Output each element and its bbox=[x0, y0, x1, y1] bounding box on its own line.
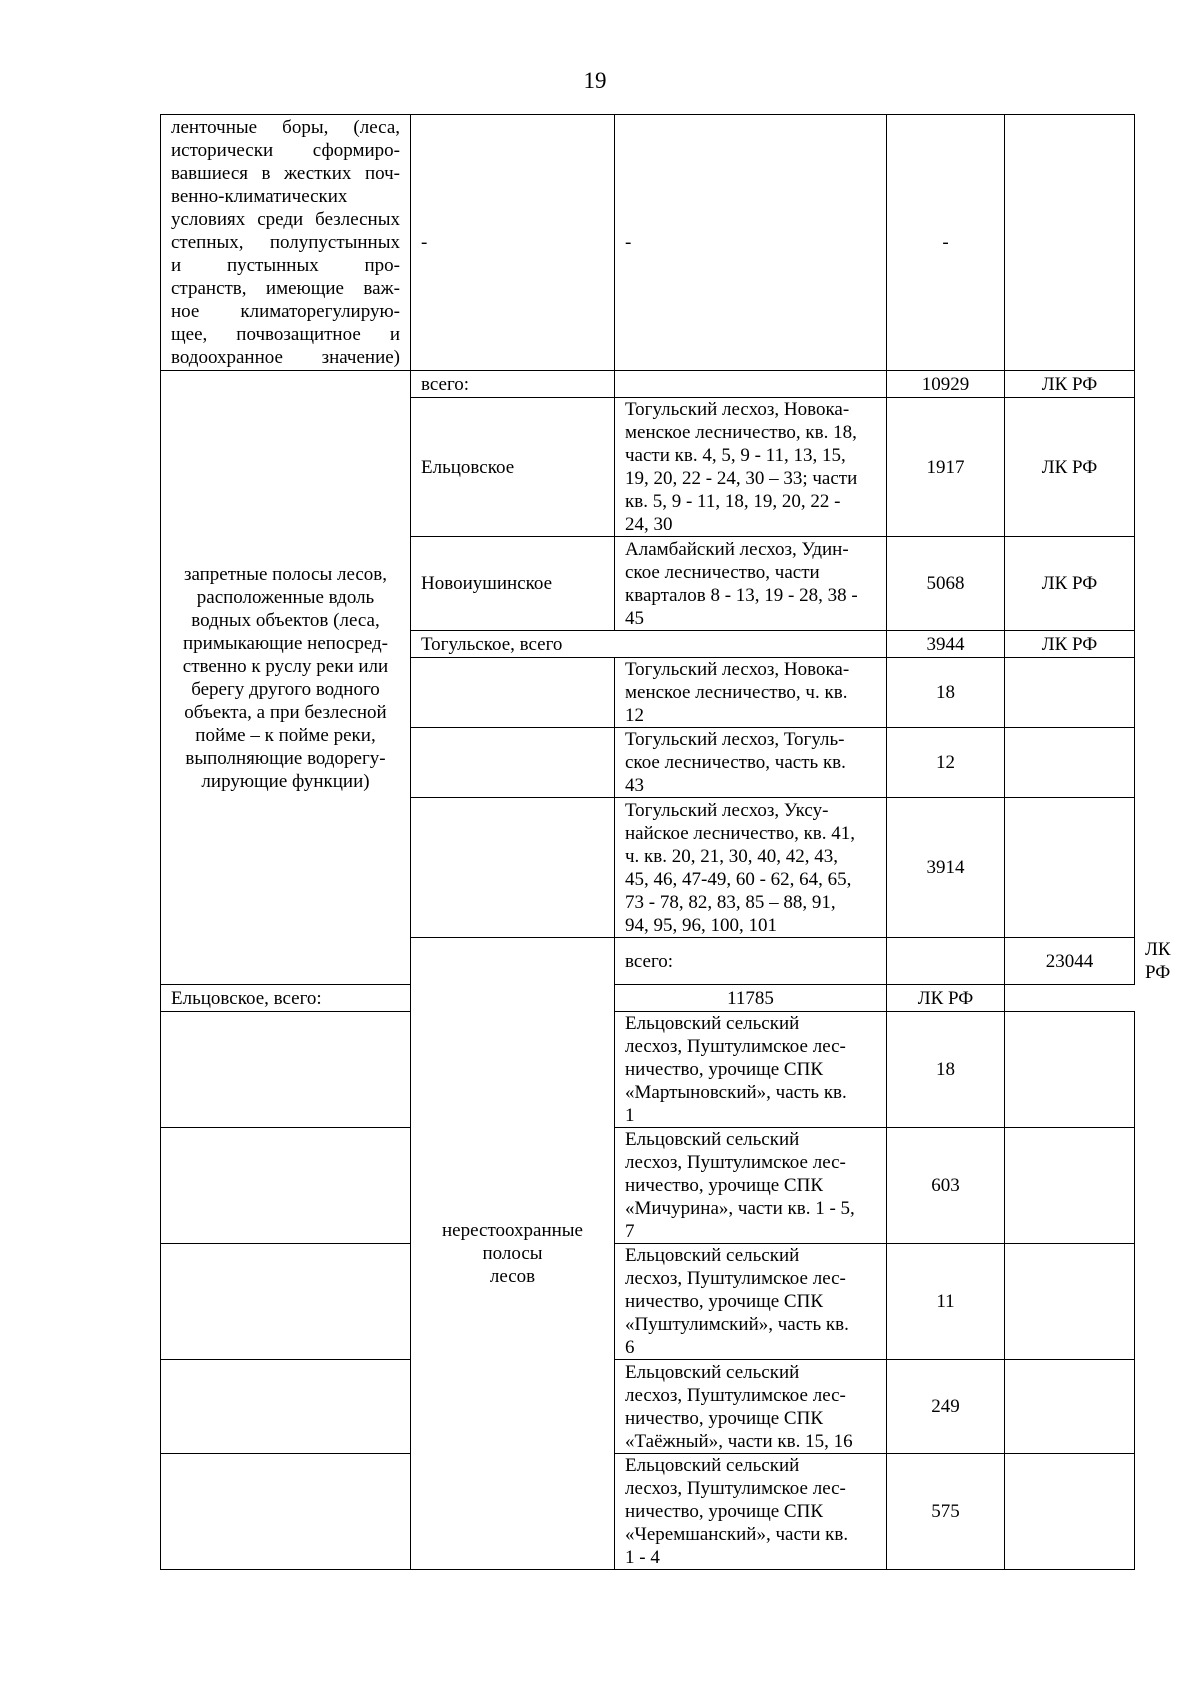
text-line: исторически сформиро- bbox=[171, 140, 400, 161]
area-cell: 1917 bbox=[887, 398, 1005, 537]
owner-cell bbox=[1005, 1128, 1135, 1244]
area-cell: 10929 bbox=[887, 371, 1005, 398]
text-line: 1 bbox=[625, 1105, 635, 1126]
location-cell bbox=[615, 537, 887, 631]
text-line: «Черемшанский», части кв. bbox=[625, 1524, 849, 1545]
district-cell: Новоиушинское bbox=[411, 537, 615, 631]
text-line: Ельцовский сельский bbox=[625, 1245, 800, 1266]
text-line: примыкающие непосред- bbox=[182, 632, 389, 654]
text-line: странств, имеющие важ- bbox=[171, 278, 400, 299]
area-cell: 11785 bbox=[615, 985, 887, 1012]
owner-cell: ЛК РФ bbox=[1005, 398, 1135, 537]
text-line: расположенные вдоль bbox=[196, 586, 375, 608]
location-cell: - bbox=[615, 115, 887, 371]
text-line: кварталов 8 - 13, 19 - 28, 38 - bbox=[625, 584, 858, 606]
location-cell bbox=[615, 1244, 887, 1360]
text-line: венно-климатических bbox=[171, 186, 348, 207]
text-line: менское лесничество, кв. 18, bbox=[625, 422, 857, 443]
owner-cell bbox=[1005, 728, 1135, 798]
table-row bbox=[161, 1360, 1135, 1454]
text-line: 94, 95, 96, 100, 101 bbox=[625, 914, 777, 936]
area-cell: 3914 bbox=[887, 798, 1005, 938]
owner-cell bbox=[1005, 658, 1135, 728]
table-row bbox=[161, 1012, 1135, 1128]
total-label: всего: bbox=[615, 938, 887, 985]
area-cell: 603 bbox=[887, 1128, 1005, 1244]
table-row bbox=[161, 985, 1135, 1012]
area-cell: 18 bbox=[887, 658, 1005, 728]
text-line: степных, полупустынных bbox=[171, 232, 400, 253]
text-line: лесов bbox=[489, 1266, 536, 1287]
text-line: менское лесничество, ч. кв. bbox=[625, 682, 848, 703]
location-cell bbox=[615, 371, 887, 398]
area-cell: 249 bbox=[887, 1360, 1005, 1454]
category-cell bbox=[411, 938, 615, 1570]
text-line: выполняющие водорегу- bbox=[185, 747, 386, 769]
text-line: кв. 5, 9 - 11, 18, 19, 20, 22 - bbox=[625, 491, 841, 512]
text-line: 7 bbox=[625, 1221, 635, 1242]
area-cell: 5068 bbox=[887, 537, 1005, 631]
area-cell: 18 bbox=[887, 1012, 1005, 1128]
location-cell bbox=[615, 398, 887, 537]
total-label: всего: bbox=[411, 371, 615, 398]
owner-cell: ЛК РФ bbox=[1005, 371, 1135, 398]
owner-cell: ЛК РФ bbox=[1005, 537, 1135, 631]
text-line: Ельцовский сельский bbox=[625, 1013, 800, 1034]
district-cell bbox=[411, 728, 615, 798]
owner-cell: ЛК РФ bbox=[887, 985, 1005, 1012]
text-line: ное климаторегулирую- bbox=[171, 301, 400, 322]
location-cell bbox=[615, 728, 887, 798]
location-cell bbox=[615, 1454, 887, 1570]
district-cell: Ельцовское bbox=[411, 398, 615, 537]
text-line: щее, почвозащитное и bbox=[171, 324, 400, 345]
location-cell bbox=[615, 798, 887, 938]
text-line: лирующие функции) bbox=[201, 770, 370, 792]
text-line: 12 bbox=[625, 705, 644, 726]
text-line: лесхоз, Пуштулимское лес- bbox=[625, 1152, 846, 1173]
owner-cell bbox=[1005, 1360, 1135, 1454]
area-cell: 12 bbox=[887, 728, 1005, 798]
text-line: ственно к руслу реки или bbox=[182, 655, 389, 677]
location-cell bbox=[615, 1012, 887, 1128]
location-cell bbox=[615, 1360, 887, 1454]
text-line: Ельцовский сельский bbox=[625, 1361, 800, 1383]
text-line: лесхоз, Пуштулимское лес- bbox=[625, 1384, 846, 1406]
text-line: «Пуштулимский», часть кв. bbox=[625, 1314, 849, 1335]
area-cell: 575 bbox=[887, 1454, 1005, 1570]
text-line: вавшиеся в жестких поч- bbox=[171, 163, 400, 184]
text-line: лесхоз, Пуштулимское лес- bbox=[625, 1036, 846, 1057]
owner-cell bbox=[1005, 798, 1135, 938]
text-line: 45 bbox=[625, 607, 644, 629]
text-line: 19, 20, 22 - 24, 30 – 33; части bbox=[625, 468, 858, 489]
owner-cell: ЛК РФ bbox=[1005, 631, 1135, 658]
location-cell bbox=[615, 658, 887, 728]
subtotal-label: Ельцовское, всего: bbox=[161, 985, 615, 1012]
table-row bbox=[161, 115, 1135, 371]
area-cell: - bbox=[887, 115, 1005, 371]
text-line: «Мичурина», части кв. 1 - 5, bbox=[625, 1198, 855, 1219]
text-line: найское лесничество, кв. 41, bbox=[625, 822, 856, 844]
area-cell: 3944 bbox=[887, 631, 1005, 658]
text-line: ское лесничество, части bbox=[625, 561, 820, 583]
table-row bbox=[161, 1128, 1135, 1244]
protective-forests-table bbox=[160, 114, 1171, 1570]
text-line: «Таёжный», части кв. 15, 16 bbox=[625, 1430, 853, 1452]
text-line: 43 bbox=[625, 775, 644, 796]
text-line: лесхоз, Пуштулимское лес- bbox=[625, 1268, 846, 1289]
location-cell bbox=[887, 938, 1005, 985]
text-line: водных объектов (леса, bbox=[191, 609, 380, 631]
text-line: 73 - 78, 82, 83, 85 – 88, 91, bbox=[625, 891, 836, 913]
text-line: «Мартыновский», часть кв. bbox=[625, 1082, 847, 1103]
text-line: ничество, урочище СПК bbox=[625, 1407, 823, 1429]
text-line: 1 - 4 bbox=[625, 1547, 660, 1568]
district-cell: - bbox=[411, 115, 615, 371]
text-line: Тогульский лесхоз, Новока- bbox=[625, 399, 850, 420]
text-line: Тогульский лесхоз, Тогуль- bbox=[625, 729, 845, 750]
table-row bbox=[161, 1454, 1135, 1570]
text-line: ленточные боры, (леса, bbox=[171, 117, 400, 138]
text-line: Тогульский лесхоз, Уксу- bbox=[625, 799, 829, 821]
district-cell bbox=[161, 1360, 411, 1454]
category-cell bbox=[161, 115, 411, 371]
text-line: и пустынных про- bbox=[171, 255, 400, 276]
district-cell bbox=[161, 1128, 411, 1244]
owner-cell bbox=[1005, 1454, 1135, 1570]
text-line: водоохранное значение) bbox=[171, 347, 400, 368]
district-cell bbox=[161, 1454, 411, 1570]
text-line: 6 bbox=[625, 1337, 635, 1358]
table-row bbox=[161, 371, 1135, 398]
area-cell: 11 bbox=[887, 1244, 1005, 1360]
owner-cell bbox=[1005, 115, 1135, 371]
category-cell bbox=[161, 371, 411, 985]
text-line: ничество, урочище СПК bbox=[625, 1291, 823, 1312]
district-cell bbox=[161, 1012, 411, 1128]
table-row bbox=[161, 1244, 1135, 1360]
district-cell bbox=[411, 798, 615, 938]
owner-cell bbox=[1005, 1012, 1135, 1128]
text-line: Аламбайский лесхоз, Удин- bbox=[625, 538, 849, 560]
district-cell bbox=[161, 1244, 411, 1360]
text-line: ское лесничество, часть кв. bbox=[625, 752, 846, 773]
text-line: части кв. 4, 5, 9 - 11, 13, 15, bbox=[625, 445, 846, 466]
text-line: Ельцовский сельский bbox=[625, 1455, 800, 1476]
owner-cell bbox=[1005, 1244, 1135, 1360]
text-line: 24, 30 bbox=[625, 514, 673, 535]
subtotal-label: Тогульское, всего bbox=[411, 631, 887, 658]
text-line: объекта, а при безлесной bbox=[184, 701, 387, 723]
text-line: лесхоз, Пуштулимское лес- bbox=[625, 1478, 846, 1499]
text-line: Ельцовский сельский bbox=[625, 1129, 800, 1150]
text-line: ничество, урочище СПК bbox=[625, 1501, 823, 1522]
text-line: ничество, урочище СПК bbox=[625, 1175, 823, 1196]
table-row: нерестоохранные полосы лесов всего: 23044 ЛК РФ bbox=[161, 938, 1135, 985]
page-number: 19 bbox=[583, 68, 607, 93]
area-cell: 23044 bbox=[1005, 938, 1135, 985]
text-line: ч. кв. 20, 21, 30, 40, 42, 43, bbox=[625, 845, 839, 867]
text-line: пойме – к пойме реки, bbox=[195, 724, 376, 746]
district-cell bbox=[411, 658, 615, 728]
text-line: условиях среди безлесных bbox=[171, 209, 400, 230]
location-cell bbox=[615, 1128, 887, 1244]
text-line: ничество, урочище СПК bbox=[625, 1059, 823, 1080]
text-line: нерестоохранные полосы bbox=[442, 1220, 583, 1264]
text-line: запретные полосы лесов, bbox=[183, 563, 388, 585]
text-line: берегу другого водного bbox=[191, 678, 380, 700]
text-line: Тогульский лесхоз, Новока- bbox=[625, 659, 850, 680]
text-line: 45, 46, 47-49, 60 - 62, 64, 65, bbox=[625, 868, 852, 890]
